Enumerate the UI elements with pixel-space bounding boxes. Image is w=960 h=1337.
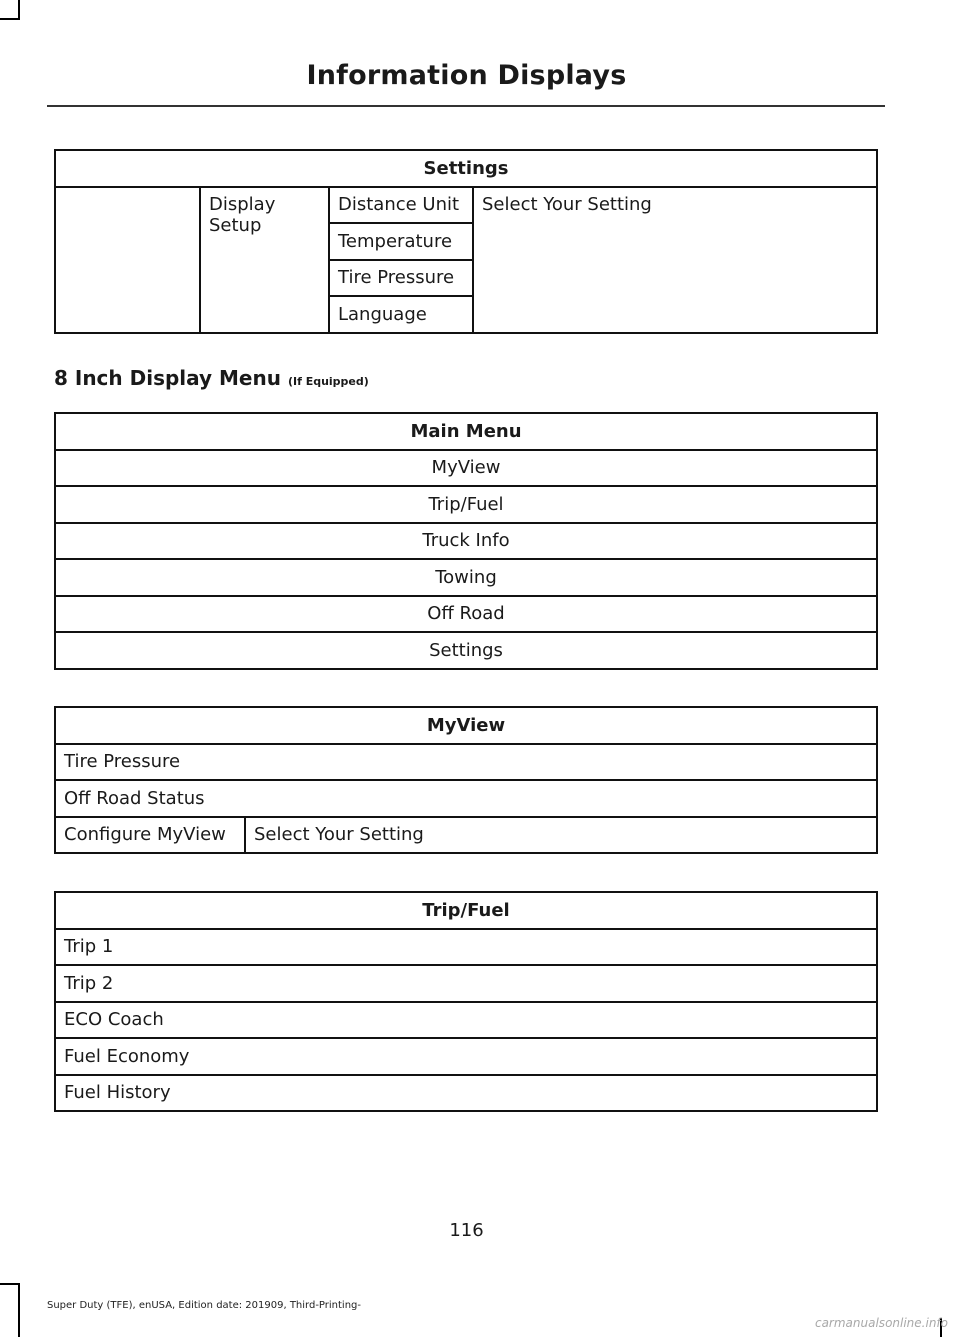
table-row [55, 1038, 877, 1075]
setting-item: Distance Unit [329, 187, 473, 224]
table-row [55, 632, 877, 669]
table-row [55, 596, 877, 633]
section-heading-text: 8 Inch Display Menu [54, 366, 281, 390]
crop-mark [0, 1283, 20, 1285]
table-row [55, 1075, 877, 1112]
table-row [55, 450, 877, 487]
configure-myview-cell: Configure MyView [55, 817, 245, 854]
table-row [55, 965, 877, 1002]
table-header-row [55, 892, 877, 929]
table-row [55, 559, 877, 596]
footer-edition-info: Super Duty (TFE), enUSA, Edition date: 201909, Third-Printing- [47, 1300, 362, 1311]
header-rule [47, 105, 885, 107]
empty-cell [55, 187, 200, 333]
menu-item-myview: MyView [55, 450, 877, 487]
myview-header: MyView [55, 707, 877, 744]
myview-row: Off Road Status [55, 780, 877, 817]
table-row [55, 486, 877, 523]
table-header-row [55, 413, 877, 450]
myview-table [54, 706, 878, 854]
main-menu-table [54, 412, 878, 670]
table-row [55, 929, 877, 966]
setting-item: Temperature [329, 223, 473, 260]
table-row [55, 780, 877, 817]
table-row [55, 187, 877, 224]
crop-mark [18, 1283, 20, 1337]
table-header-row [55, 707, 877, 744]
trip-fuel-row: Fuel Economy [55, 1038, 877, 1075]
settings-table [54, 149, 878, 334]
table-header-row [55, 150, 877, 187]
page-title: Information Displays [306, 60, 627, 91]
display-setup-cell: Display Setup [200, 187, 329, 333]
watermark: carmanualsonline.info [814, 1316, 948, 1330]
table-row [55, 744, 877, 781]
select-your-setting-cell: Select Your Setting [245, 817, 877, 854]
trip-fuel-row: Fuel History [55, 1075, 877, 1112]
trip-fuel-row: Trip 1 [55, 929, 877, 966]
page-number: 116 [449, 1220, 484, 1241]
menu-item-trip-fuel: Trip/Fuel [55, 486, 877, 523]
table-row [55, 1002, 877, 1039]
section-heading [54, 366, 369, 390]
setting-item: Tire Pressure [329, 260, 473, 297]
crop-mark [18, 0, 20, 18]
trip-fuel-row: ECO Coach [55, 1002, 877, 1039]
trip-fuel-row: Trip 2 [55, 965, 877, 1002]
table-row [55, 817, 877, 854]
menu-item-off-road: Off Road [55, 596, 877, 633]
settings-header: Settings [55, 150, 877, 187]
table-row [55, 523, 877, 560]
setting-item: Language [329, 296, 473, 333]
section-qualifier: (If Equipped) [287, 375, 369, 388]
main-menu-header: Main Menu [55, 413, 877, 450]
select-your-setting-cell: Select Your Setting [473, 187, 877, 333]
trip-fuel-table [54, 891, 878, 1112]
menu-item-towing: Towing [55, 559, 877, 596]
menu-item-truck-info: Truck Info [55, 523, 877, 560]
crop-mark [0, 18, 20, 20]
trip-fuel-header: Trip/Fuel [55, 892, 877, 929]
myview-row: Tire Pressure [55, 744, 877, 781]
menu-item-settings: Settings [55, 632, 877, 669]
